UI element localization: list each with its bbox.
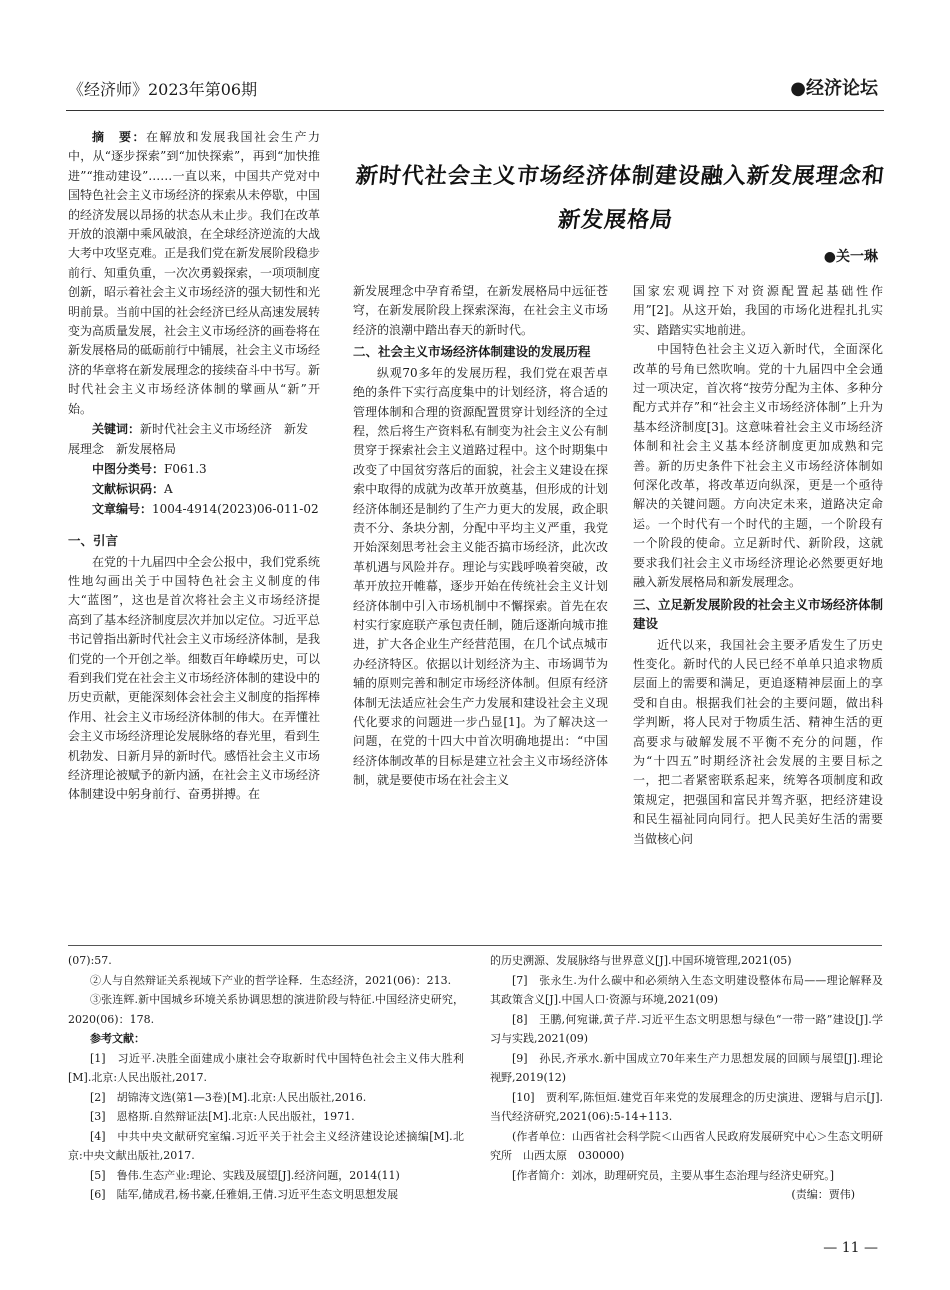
reference-item: [1] 习近平.决胜全面建成小康社会夺取新时代中国特色社会主义伟大胜利[M].北京:人民出版社,2017. bbox=[68, 1051, 464, 1084]
keywords bbox=[68, 419, 320, 459]
article-no-value: 1004-4914(2023)06-011-02 bbox=[152, 502, 319, 517]
abstract-label: 摘 要： bbox=[92, 130, 146, 144]
section-header: ●经济论坛 bbox=[790, 78, 878, 99]
keywords-label: 关键词： bbox=[92, 422, 141, 437]
journal-header: 《经济师》2023年第06期 bbox=[68, 80, 258, 99]
article-no-label: 文章编号： bbox=[92, 502, 153, 517]
reference-item: [7] 张永生.为什么碳中和必须纳入生态文明建设整体布局——理论解释及其政策含义[J].中国人口·资源与环境,2021(09) bbox=[490, 973, 883, 1006]
reference-item: [9] 孙民,齐承水.新中国成立70年来生产力思想发展的回顾与展望[J].理论视野,2019(12) bbox=[490, 1051, 883, 1084]
footnotes-right bbox=[490, 951, 883, 1205]
page-number: — 11 — bbox=[823, 1240, 878, 1256]
reference-item: 的历史溯源、发展脉络与世界意义[J].中国环境管理,2021(05) bbox=[490, 954, 792, 967]
reference-item: [3] 恩格斯.自然辩证法[M].北京:人民出版社，1971. bbox=[90, 1110, 355, 1123]
body-paragraph: 中国特色社会主义迈入新时代，全面深化改革的号角已然吹响。党的十九届四中全会通过一项决定，首次将“按劳分配为主体、多种分配方式并存”和“社会主义市场经济体制”上升为基本经济制度[3]。这意味着社会主义市场经济体制和社会主义基本经济制度更加成熟和完善。新的历史条件下社会主义市场经济体制如何深化改革，将改革迈向纵深，更是一个亟待解决的关键问题。方向决定未来，道路决定命运。一个时代有一个时代的主题，一个阶段有一个阶段的使命。立足新时代、新阶段，这就要求我们社会主义市场经济理论必然要更好地融入新发展格局和新发展理念。 bbox=[633, 342, 883, 590]
column-2 bbox=[353, 282, 608, 791]
editor-note: (责编：贾伟) bbox=[791, 1188, 855, 1201]
footnotes-left bbox=[68, 951, 464, 1205]
article-number bbox=[68, 499, 320, 519]
clc-number bbox=[68, 459, 320, 479]
section-2-heading: 二、社会主义市场经济体制建设的发展历程 bbox=[353, 344, 591, 360]
reference-item: [6] 陆军,储成君,杨书豪,任雅娟,王倩.习近平生态文明思想发展 bbox=[90, 1188, 399, 1201]
keywords-text: 新时代社会主义市场经济 新发展理念 新发展格局 bbox=[68, 422, 309, 457]
article-title: 新时代社会主义市场经济体制建设融入新发展理念和新发展格局 bbox=[354, 164, 887, 233]
author-bio: [作者简介：刘冰，助理研究员，主要从事生态治理与经济史研究。] bbox=[512, 1168, 835, 1182]
doc-code-label: 文献标识码： bbox=[92, 482, 165, 497]
column-3 bbox=[633, 282, 883, 849]
footnote-rule bbox=[68, 945, 882, 946]
reference-item: [4] 中共中央文献研究室编.习近平关于社会主义经济建设论述摘编[M].北京:中央文献出版社,2017. bbox=[68, 1129, 464, 1162]
abstract-text: 在解放和发展我国社会生产力中，从“逐步探索”到“加快探索”，再到“加快推进”“推动建设”……一直以来，中国共产党对中国特色社会主义市场经济的探索从未停歇，中国的经济发展以昂扬的状态从未止步。我们在改革开放的浪潮中乘风破浪，在全球经济逆流的大战大考中攻坚克难。正是我们党在新发展阶段稳步前行、知重负重，一次次勇毅探索，一项项制度创新，昭示着社会主义市场经济的强大韧性和光明前景。当前中国的社会经济已经从高速发展转变为高质量发展，社会主义市场经济的画卷将在新发展格局的砥砺前行中铺展，社会主义市场经济的华章将在新发展理念的接续奋斗中书写。新时代社会主义市场经济体制的擘画从“新”开始。 bbox=[68, 130, 321, 416]
clc-value: F061.3 bbox=[164, 462, 207, 477]
body-paragraph: 国家宏观调控下对资源配置起基础性作用”[2]。从这开始，我国的市场化进程扎扎实实、踏踏实实地前进。 bbox=[633, 284, 883, 337]
reference-item: [10] 贾利军,陈恒烜.建党百年来党的发展理念的历史演进、逻辑与启示[J].当代经济研究,2021(06):5-14+113. bbox=[490, 1090, 883, 1123]
header-rule bbox=[66, 110, 884, 111]
footnote: ②人与自然辩证关系视域下产业的哲学诠释．生态经济，2021(06)：213. bbox=[90, 973, 452, 987]
reference-item: [2] 胡锦涛文选(第1—3卷)[M].北京:人民出版社,2016. bbox=[90, 1090, 367, 1104]
body-paragraph: 在党的十九届四中全会公报中，我们党系统性地勾画出关于中国特色社会主义制度的伟大“蓝图”，这也是首次将社会主义市场经济提高到了基本经济制度层次并加以定位。习近平总书记曾指出新时代社会主义市场经济体制，是我们党的一个开创之举。细数百年峥嵘历史，可以看到我们党在社会主义市场经济体制的建设中的历史贡献，更能深刻体会社会主义制度的指挥棒作用、社会主义市场经济体制的伟大。在弄懂社会主义市场经济理论发展脉络的春光里，看到生机勃发、日新月异的新时代。感悟社会主义市场经济理论被赋予的新内涵，在社会主义市场经济体制建设中躬身前行、奋勇拼搏。在 bbox=[68, 554, 321, 802]
column-1 bbox=[68, 128, 320, 805]
footnote: (07):57. bbox=[68, 954, 112, 967]
references-heading: 参考文献： bbox=[90, 1032, 145, 1045]
clc-label: 中图分类号： bbox=[92, 462, 165, 477]
reference-item: [8] 王鹏,何宛谦,黄子芹.习近平生态文明思想与绿色“一带一路”建设[J].学习与实践,2021(09) bbox=[490, 1012, 883, 1045]
body-paragraph: 近代以来，我国社会主要矛盾发生了历史性变化。新时代的人民已经不单单只追求物质层面上的需要和满足，更追逐精神层面上的享受和自由。根据我们社会的主要问题，做出科学判断，将人民对于物质生活、精神生活的更高要求与破解发展不平衡不充分的问题，作为“十四五”时期经济社会发展的主要目标之一，把二者紧密联系起来，统筹各项制度和政策规定，把强国和富民并驾齐驱，把经济建设和民生福祉同向同行。把人民美好生活的需要当做核心问 bbox=[633, 637, 883, 846]
body-paragraph: 纵观70多年的发展历程，我们党在艰苦卓绝的条件下实行高度集中的计划经济，将合适的管理体制和合理的资源配置贯穿计划经济的全过程，然后将生产资料私有制变为社会主义公有制贯穿于探索社会主义道路过程中。这个时期集中改变了中国贫穷落后的面貌，社会主义建设在探索中取得的成就为改革开放奠基，但形成的计划经济体制还是制约了生产力更大的发展，政企职责不分、条块分割，分配中平均主义严重，我党开始深刻思考社会主义能否搞市场经济，此次改革机遇与风险并存。理论与实践呼唤着突破，改革开放拉开帷幕，逐步开始在传统社会主义计划经济体制中引入市场机制中不懈探索。首先在农村实行家庭联产承包责任制，随后逐渐向城市推进，扩大各企业生产经营范围，在几个试点城市办经济特区。依据以计划经济为主、市场调节为辅的原则完善和制定市场经济体制。但原有经济体制无法适应社会生产力发展和建设社会主义现代化要求的问题进一步凸显[1]。为了解决这一问题，在党的十四大中首次明确地提出：“中国经济体制改革的目标是建立社会主义市场经济体制，就是要使市场在社会主义 bbox=[353, 365, 608, 788]
body-paragraph: 新发展理念中孕育希望，在新发展格局中远征苍穹，在新发展阶段上探索深海，在社会主义市场经济的浪潮中踏出春天的新时代。 bbox=[353, 284, 608, 337]
footnote: ③张连辉.新中国城乡环境关系协调思想的演进阶段与特征.中国经济史研究，2020(06)：178. bbox=[68, 993, 464, 1026]
article-author: ●关一琳 bbox=[823, 249, 878, 265]
reference-item: [5] 鲁伟.生态产业:理论、实践及展望[J].经济问题，2014(11) bbox=[90, 1168, 400, 1182]
abstract bbox=[68, 128, 320, 419]
document-code bbox=[68, 479, 320, 499]
author-affiliation: (作者单位：山西省社会科学院＜山西省人民政府发展研究中心＞生态文明研究所 山西太原 030000) bbox=[490, 1129, 883, 1162]
section-3-heading: 三、立足新发展阶段的社会主义市场经济体制建设 bbox=[633, 596, 884, 631]
section-1-heading: 一、引言 bbox=[68, 533, 119, 549]
doc-code-value: A bbox=[164, 482, 173, 497]
